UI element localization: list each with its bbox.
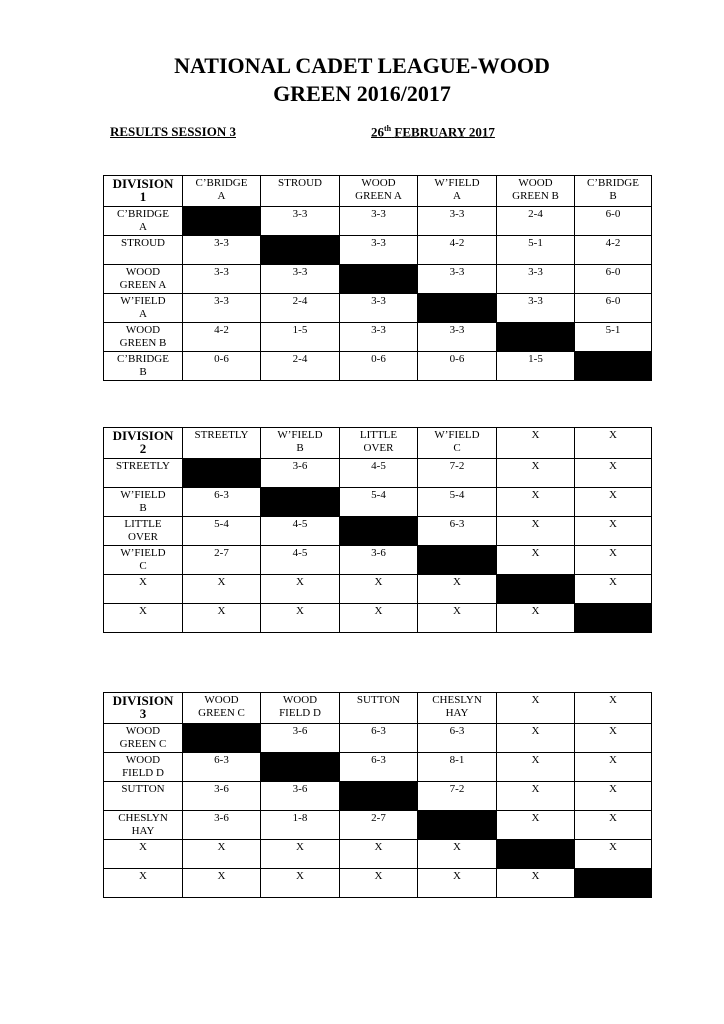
column-header: W’FIELD A bbox=[418, 176, 497, 207]
self-match-cell bbox=[261, 488, 340, 517]
score-cell: X bbox=[340, 575, 418, 604]
column-header: SUTTON bbox=[340, 693, 418, 724]
column-header: STREETLY bbox=[183, 428, 261, 459]
score-cell: 4-5 bbox=[261, 546, 340, 575]
score-cell: 5-4 bbox=[340, 488, 418, 517]
row-team: LITTLE OVER bbox=[104, 517, 183, 546]
division-label: DIVISION 2 bbox=[104, 428, 183, 459]
row-team: C’BRIDGE B bbox=[104, 352, 183, 381]
score-cell: X bbox=[575, 488, 652, 517]
table-row bbox=[104, 352, 652, 381]
score-cell: 6-0 bbox=[575, 207, 652, 236]
table-row bbox=[104, 265, 652, 294]
score-cell: 6-3 bbox=[340, 753, 418, 782]
score-cell: 3-6 bbox=[183, 811, 261, 840]
row-team: X bbox=[104, 604, 183, 633]
score-cell: 3-3 bbox=[261, 265, 340, 294]
session-day: 26 bbox=[371, 124, 384, 140]
score-cell: X bbox=[183, 575, 261, 604]
score-cell: 6-3 bbox=[183, 753, 261, 782]
row-team: C’BRIDGE A bbox=[104, 207, 183, 236]
score-cell: 3-3 bbox=[340, 236, 418, 265]
table-row bbox=[104, 207, 652, 236]
column-header: WOOD GREEN C bbox=[183, 693, 261, 724]
score-cell: X bbox=[261, 869, 340, 898]
score-cell: 4-2 bbox=[183, 323, 261, 352]
score-cell: 5-4 bbox=[418, 488, 497, 517]
score-cell: 5-4 bbox=[183, 517, 261, 546]
row-team: STREETLY bbox=[104, 459, 183, 488]
score-cell: 6-0 bbox=[575, 265, 652, 294]
column-header: X bbox=[497, 693, 575, 724]
score-cell: 3-3 bbox=[418, 323, 497, 352]
row-team: STROUD bbox=[104, 236, 183, 265]
score-cell: X bbox=[575, 517, 652, 546]
column-header: CHESLYN HAY bbox=[418, 693, 497, 724]
score-cell: X bbox=[183, 869, 261, 898]
self-match-cell bbox=[418, 811, 497, 840]
table-row bbox=[104, 488, 652, 517]
score-cell: 3-6 bbox=[261, 459, 340, 488]
self-match-cell bbox=[418, 294, 497, 323]
score-cell: X bbox=[575, 840, 652, 869]
score-cell: X bbox=[340, 869, 418, 898]
self-match-cell bbox=[575, 352, 652, 381]
score-cell: 2-4 bbox=[261, 294, 340, 323]
table-row bbox=[104, 724, 652, 753]
score-cell: X bbox=[418, 869, 497, 898]
score-cell: X bbox=[575, 782, 652, 811]
self-match-cell bbox=[340, 265, 418, 294]
session-date bbox=[371, 124, 495, 140]
table-row bbox=[104, 236, 652, 265]
score-cell: 2-4 bbox=[497, 207, 575, 236]
score-cell: X bbox=[575, 811, 652, 840]
row-team: CHESLYN HAY bbox=[104, 811, 183, 840]
column-header: LITTLE OVER bbox=[340, 428, 418, 459]
score-cell: X bbox=[497, 782, 575, 811]
score-cell: 4-2 bbox=[575, 236, 652, 265]
score-cell: X bbox=[497, 753, 575, 782]
column-header: STROUD bbox=[261, 176, 340, 207]
score-cell: 3-3 bbox=[340, 207, 418, 236]
session-label: RESULTS SESSION 3 bbox=[110, 124, 236, 139]
table-row bbox=[104, 604, 652, 633]
self-match-cell bbox=[497, 840, 575, 869]
row-team: WOOD GREEN B bbox=[104, 323, 183, 352]
score-cell: 0-6 bbox=[340, 352, 418, 381]
score-cell: 3-6 bbox=[261, 724, 340, 753]
table-row bbox=[104, 459, 652, 488]
division-2-table bbox=[103, 427, 652, 633]
title-line-2: GREEN 2016/2017 bbox=[273, 81, 451, 106]
self-match-cell bbox=[418, 546, 497, 575]
score-cell: 3-3 bbox=[497, 294, 575, 323]
row-team: W’FIELD B bbox=[104, 488, 183, 517]
score-cell: 6-0 bbox=[575, 294, 652, 323]
score-cell: X bbox=[497, 724, 575, 753]
score-cell: 3-3 bbox=[418, 207, 497, 236]
column-header: WOOD GREEN A bbox=[340, 176, 418, 207]
row-team: SUTTON bbox=[104, 782, 183, 811]
score-cell: 7-2 bbox=[418, 459, 497, 488]
score-cell: 7-2 bbox=[418, 782, 497, 811]
table-row bbox=[104, 753, 652, 782]
score-cell: X bbox=[261, 575, 340, 604]
score-cell: X bbox=[261, 840, 340, 869]
column-header: W’FIELD C bbox=[418, 428, 497, 459]
self-match-cell bbox=[340, 517, 418, 546]
score-cell: 3-3 bbox=[340, 294, 418, 323]
row-team: WOOD FIELD D bbox=[104, 753, 183, 782]
score-cell: X bbox=[497, 546, 575, 575]
table-row bbox=[104, 575, 652, 604]
self-match-cell bbox=[575, 869, 652, 898]
score-cell: 6-3 bbox=[183, 488, 261, 517]
column-header: C’BRIDGE B bbox=[575, 176, 652, 207]
table-row bbox=[104, 782, 652, 811]
self-match-cell bbox=[497, 575, 575, 604]
score-cell: 4-5 bbox=[340, 459, 418, 488]
score-cell: 3-3 bbox=[183, 294, 261, 323]
row-team: W’FIELD C bbox=[104, 546, 183, 575]
score-cell: X bbox=[183, 604, 261, 633]
score-cell: X bbox=[575, 575, 652, 604]
score-cell: 1-5 bbox=[497, 352, 575, 381]
self-match-cell bbox=[261, 236, 340, 265]
row-team: X bbox=[104, 575, 183, 604]
row-team: WOOD GREEN C bbox=[104, 724, 183, 753]
table-row bbox=[104, 869, 652, 898]
header-row bbox=[104, 693, 652, 724]
score-cell: 3-6 bbox=[261, 782, 340, 811]
division-label: DIVISION 1 bbox=[104, 176, 183, 207]
score-cell: X bbox=[497, 869, 575, 898]
header-row bbox=[104, 428, 652, 459]
score-cell: 1-5 bbox=[261, 323, 340, 352]
score-cell: 3-6 bbox=[183, 782, 261, 811]
table-row bbox=[104, 546, 652, 575]
score-cell: X bbox=[183, 840, 261, 869]
score-cell: 4-5 bbox=[261, 517, 340, 546]
score-cell: X bbox=[575, 724, 652, 753]
score-cell: 6-3 bbox=[340, 724, 418, 753]
score-cell: 4-2 bbox=[418, 236, 497, 265]
self-match-cell bbox=[183, 724, 261, 753]
score-cell: 8-1 bbox=[418, 753, 497, 782]
self-match-cell bbox=[183, 207, 261, 236]
score-cell: 2-4 bbox=[261, 352, 340, 381]
table-row bbox=[104, 517, 652, 546]
row-team: W’FIELD A bbox=[104, 294, 183, 323]
division-1-table bbox=[103, 175, 652, 381]
score-cell: X bbox=[575, 546, 652, 575]
score-cell: X bbox=[418, 604, 497, 633]
score-cell: X bbox=[418, 575, 497, 604]
score-cell: X bbox=[340, 840, 418, 869]
score-cell: X bbox=[340, 604, 418, 633]
score-cell: X bbox=[497, 604, 575, 633]
row-team: WOOD GREEN A bbox=[104, 265, 183, 294]
self-match-cell bbox=[340, 782, 418, 811]
score-cell: 2-7 bbox=[340, 811, 418, 840]
score-cell: 3-3 bbox=[340, 323, 418, 352]
table-row bbox=[104, 294, 652, 323]
column-header: X bbox=[575, 428, 652, 459]
score-cell: X bbox=[575, 753, 652, 782]
score-cell: 6-3 bbox=[418, 517, 497, 546]
score-cell: 3-3 bbox=[418, 265, 497, 294]
page-title bbox=[0, 52, 724, 108]
division-label: DIVISION 3 bbox=[104, 693, 183, 724]
column-header: WOOD GREEN B bbox=[497, 176, 575, 207]
score-cell: 1-8 bbox=[261, 811, 340, 840]
score-cell: 3-3 bbox=[183, 236, 261, 265]
column-header: W’FIELD B bbox=[261, 428, 340, 459]
column-header: WOOD FIELD D bbox=[261, 693, 340, 724]
score-cell: X bbox=[497, 517, 575, 546]
table-row bbox=[104, 323, 652, 352]
score-cell: X bbox=[497, 488, 575, 517]
score-cell: 5-1 bbox=[575, 323, 652, 352]
table-row bbox=[104, 840, 652, 869]
score-cell: X bbox=[497, 459, 575, 488]
session-month-year: FEBRUARY 2017 bbox=[394, 124, 495, 140]
session-day-suffix: th bbox=[384, 124, 392, 133]
score-cell: 0-6 bbox=[418, 352, 497, 381]
score-cell: 6-3 bbox=[418, 724, 497, 753]
self-match-cell bbox=[575, 604, 652, 633]
table-row bbox=[104, 811, 652, 840]
score-cell: 3-3 bbox=[497, 265, 575, 294]
header-row bbox=[104, 176, 652, 207]
column-header: C’BRIDGE A bbox=[183, 176, 261, 207]
column-header: X bbox=[575, 693, 652, 724]
session-header bbox=[0, 124, 724, 144]
row-team: X bbox=[104, 840, 183, 869]
score-cell: 5-1 bbox=[497, 236, 575, 265]
self-match-cell bbox=[261, 753, 340, 782]
score-cell: X bbox=[575, 459, 652, 488]
score-cell: X bbox=[261, 604, 340, 633]
self-match-cell bbox=[183, 459, 261, 488]
score-cell: 0-6 bbox=[183, 352, 261, 381]
score-cell: 3-3 bbox=[261, 207, 340, 236]
row-team: X bbox=[104, 869, 183, 898]
self-match-cell bbox=[497, 323, 575, 352]
score-cell: X bbox=[497, 811, 575, 840]
title-line-1: NATIONAL CADET LEAGUE-WOOD bbox=[174, 53, 550, 78]
score-cell: 2-7 bbox=[183, 546, 261, 575]
column-header: X bbox=[497, 428, 575, 459]
score-cell: 3-6 bbox=[340, 546, 418, 575]
score-cell: 3-3 bbox=[183, 265, 261, 294]
division-3-table bbox=[103, 692, 652, 898]
score-cell: X bbox=[418, 840, 497, 869]
